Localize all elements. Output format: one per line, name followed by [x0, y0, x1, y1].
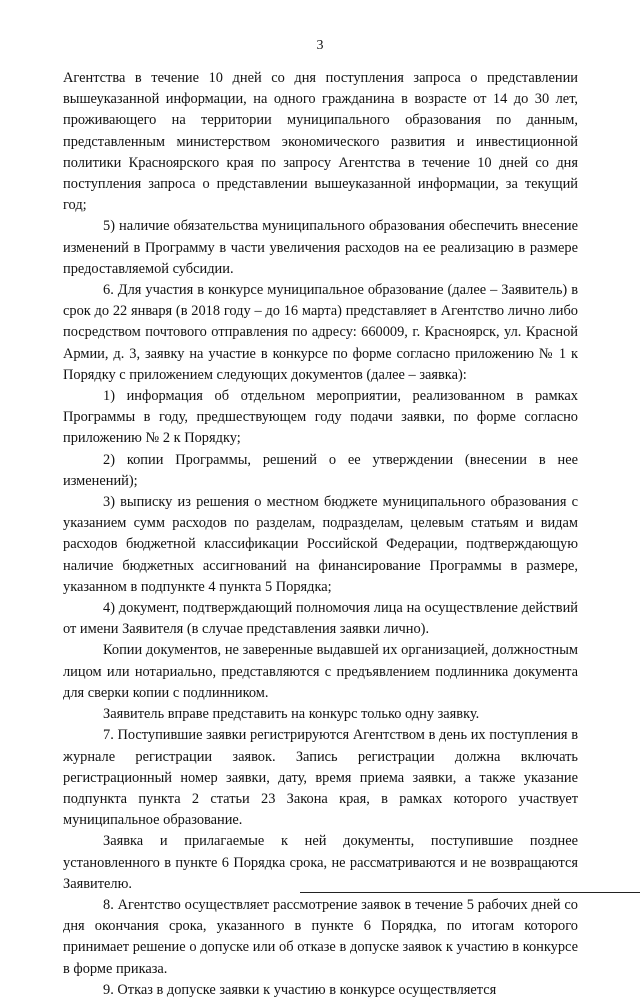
paragraph-section-9: 9. Отказ в допуске заявки к участию в конкурсе осуществляется: [103, 981, 497, 998]
paragraph-one-application: Заявитель вправе представить на конкурс только одну заявку.: [103, 706, 480, 723]
page-number: 3: [316, 38, 324, 53]
document-body: [63, 68, 578, 1001]
paragraph-copies: Копии документов, не заверенные выдавшей их организацией, должностным лицом или нотариально, представляются с предъявлением подлинника документа для сверки копии с подлинником.: [63, 642, 578, 701]
bottom-rule: [300, 892, 640, 893]
paragraph-item-5: 5) наличие обязательства муниципального образования обеспечить внесение изменений в Программу в части увеличения расходов на ее реализацию в размере предоставляемой субсидии.: [63, 218, 578, 277]
paragraph-continuation: Агентства в течение 10 дней со дня поступления запроса о представлении вышеуказанной информации, на одного гражданина в возрасте от 14 до 30 лет, проживающего на территории муниципального образования по данным, представленным министерством экономического развития и инвестиционной политики Красноярского края по запросу Агентства в течение 10 дней со дня поступления запроса о представлении вышеуказанной информации, за текущий год;: [63, 70, 578, 214]
paragraph-subitem-2: 2) копии Программы, решений о ее утверждении (внесении в нее изменений);: [63, 451, 578, 489]
paragraph-subitem-4: 4) документ, подтверждающий полномочия лица на осуществление действий от имени Заявителя (в случае представления заявки лично).: [63, 600, 578, 638]
paragraph-subitem-1: 1) информация об отдельном мероприятии, реализованном в рамках Программы в году, предшествующем году подачи заявки, по форме согласно приложению № 2 к Порядку;: [63, 388, 578, 447]
paragraph-subitem-3: 3) выписку из решения о местном бюджете муниципального образования с указанием сумм расходов по разделам, подразделам, целевым статьям и видам расходов бюджетной классификации Российской Федерации, подтверждающую наличие бюджетных ассигнований на финансирование Программы в размере, указанном в подпункте 4 пункта 5 Порядка;: [63, 494, 578, 595]
paragraph-section-6: 6. Для участия в конкурсе муниципальное образование (далее – Заявитель) в срок до 22 января (в 2018 году – до 16 марта) представляет в Агентство лично либо посредством почтового отправления по адресу: 660009, г. Красноярск, ул. Красной Армии, д. 3, заявку на участие в конкурсе по форме согласно приложению № 1 к Порядку с приложением следующих документов (далее – заявка):: [63, 282, 578, 383]
paragraph-section-8: 8. Агентство осуществляет рассмотрение заявок в течение 5 рабочих дней со дня окончания срока, указанного в пункте 6 Порядка, по итогам которого принимает решение о допуске или об отказе в допуске заявок к участию в конкурсе в форме приказа.: [63, 896, 578, 977]
paragraph-late-applications: Заявка и прилагаемые к ней документы, поступившие позднее установленного в пункте 6 Порядка срока, не рассматриваются и не возвращаются Заявителю.: [63, 833, 578, 892]
paragraph-section-7: 7. Поступившие заявки регистрируются Агентством в день их поступления в журнале регистрации заявок. Запись регистрации должна включать регистрационный номер заявки, дату, время приема заявки, а также указание подпункта пункта 2 статьи 23 Закона края, в рамках которого участвует муниципальное образование.: [63, 727, 578, 829]
